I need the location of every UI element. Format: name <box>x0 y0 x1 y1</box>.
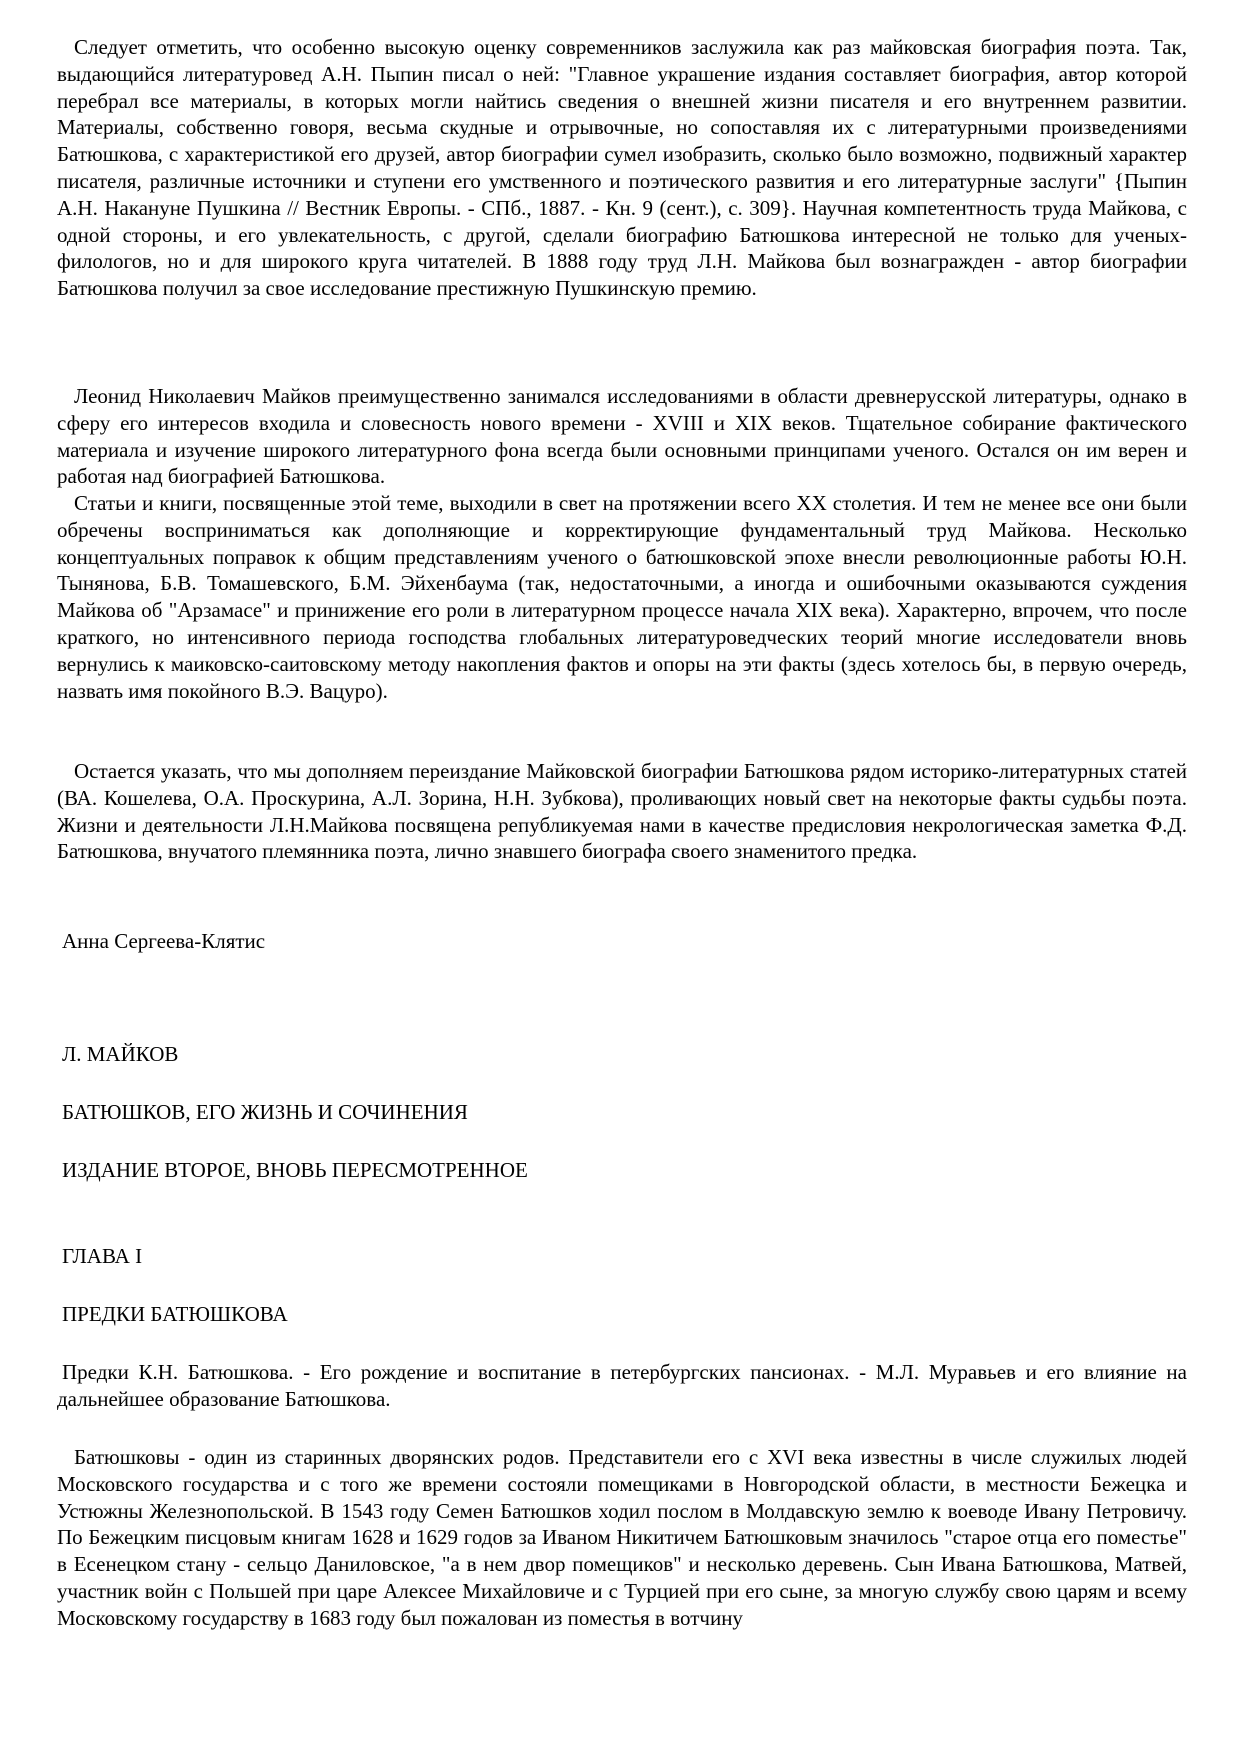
intro-paragraph-2: Леонид Николаевич Майков преимущественно занимался исследованиями в области древнерусской литературы, однако в сферу его интересов входила и словесность нового времени - XVIII и XIX веков. Тщательное собирание фактического материала и изучение широкого литературного фона всегда были основными принципами ученого. Остался он им верен и работая над биографией Батюшкова. <box>57 384 1187 489</box>
intro-paragraph-3: Статьи и книги, посвященные этой теме, выходили в свет на протяжении всего XX столетия. И тем не менее все они были обречены восприниматься как дополняющие и корректирующие фундаментальный труд Майкова. Несколько концептуальных поправок к общим представлениям ученого о батюшковской эпохе внесли революционные работы Ю.Н. Тынянова, Б.В. Томашевского, Б.М. Эйхенбаума (так, недостаточными, а иногда и ошибочными оказываются суждения Майкова об "Арзамасе" и принижение его роли в литературном процессе начала XIX века). Характерно, впрочем, что после краткого, но интенсивного периода господства глобальных литературоведческих теорий многие исследователи вновь вернулись к маиковско-саитовскому методу накопления фактов и опоры на эти факты (здесь хотелось бы, в первую очередь, назвать имя покойного В.Э. Вацуро). <box>57 491 1187 703</box>
book-edition: ИЗДАНИЕ ВТОРОЕ, ВНОВЬ ПЕРЕСМОТРЕННОЕ <box>62 1158 528 1182</box>
chapter-body-paragraph: Батюшковы - один из старинных дворянских родов. Представители его с XVI века известны в числе служилых людей Московского государства и с того же времени состояли помещиками в Новгородской области, в местности Бежецка и Устюжны Железнопольской. В 1543 году Семен Батюшков ходил послом в Молдавскую землю к воеводе Ивану Петровичу. По Бежецким писцовым книгам 1628 и 1629 годов за Иваном Никитичем Батюшковым значилось "старое отца его поместье" в Есенецком стану - сельцо Даниловское, "а в нем двор помещиков" и несколько деревень. Сын Ивана Батюшкова, Матвей, участник войн с Польшей при царе Алексее Михайловиче и с Турцией при его сыне, за многую службу свою царям и всему Московскому государству в 1683 году был пожалован из поместья в вотчину <box>57 1445 1187 1630</box>
intro-paragraph-4: Остается указать, что мы дополняем переиздание Майковской биографии Батюшкова рядом историко-литературных статей (ВА. Кошелева, О.А. Проскурина, А.Л. Зорина, Н.Н. Зубкова), проливающих новый свет на некоторые факты судьбы поэта. Жизни и деятельности Л.Н.Майкова посвящена републикуемая нами в качестве предисловия некрологическая заметка Ф.Д. Батюшкова, внучатого племянника поэта, лично знавшего биографа своего знаменитого предка. <box>57 759 1187 864</box>
chapter-number: ГЛАВА I <box>62 1244 143 1268</box>
intro-paragraph-1: Следует отметить, что особенно высокую оценку современников заслужила как раз майковская биография поэта. Так, выдающийся литературовед А.Н. Пыпин писал о ней: "Главное украшение издания составляет биография, автор которой перебрал все материалы, в которых могли найтись сведения о внешней жизни писателя и его внутреннем развитии. Материалы, собственно говоря, весьма скудные и отрывочные, но сопоставляя их с литературными произведениями Батюшкова, с характеристикой его друзей, автор биографии сумел изобразить, сколько было возможно, подвижный характер писателя, различные источники и ступени его умственного и поэтического развития и его литературные заслуги" {Пыпин А.Н. Накануне Пушкина // Вестник Европы. - СПб., 1887. - Кн. 9 (сент.), с. 309}. Научная компетентность труда Майкова, с одной стороны, и его увлекательность, с другой, сделали биографию Батюшкова интересной не только для ученых-филологов, но и для широкого круга читателей. В 1888 году труд Л.Н. Майкова был вознагражден - автор биографии Батюшкова получил за свое исследование престижную Пушкинскую премию. <box>57 35 1187 301</box>
signature: Анна Сергеева-Клятис <box>62 929 266 953</box>
book-title: БАТЮШКОВ, ЕГО ЖИЗНЬ И СОЧИНЕНИЯ <box>62 1100 468 1124</box>
chapter-summary: Предки К.Н. Батюшкова. - Его рождение и воспитание в петербургских пансионах. - М.Л. Муравьев и его влияние на дальнейшее образование Батюшкова. <box>57 1360 1187 1411</box>
book-author: Л. МАЙКОВ <box>62 1042 179 1066</box>
chapter-title: ПРЕДКИ БАТЮШКОВА <box>62 1302 288 1326</box>
